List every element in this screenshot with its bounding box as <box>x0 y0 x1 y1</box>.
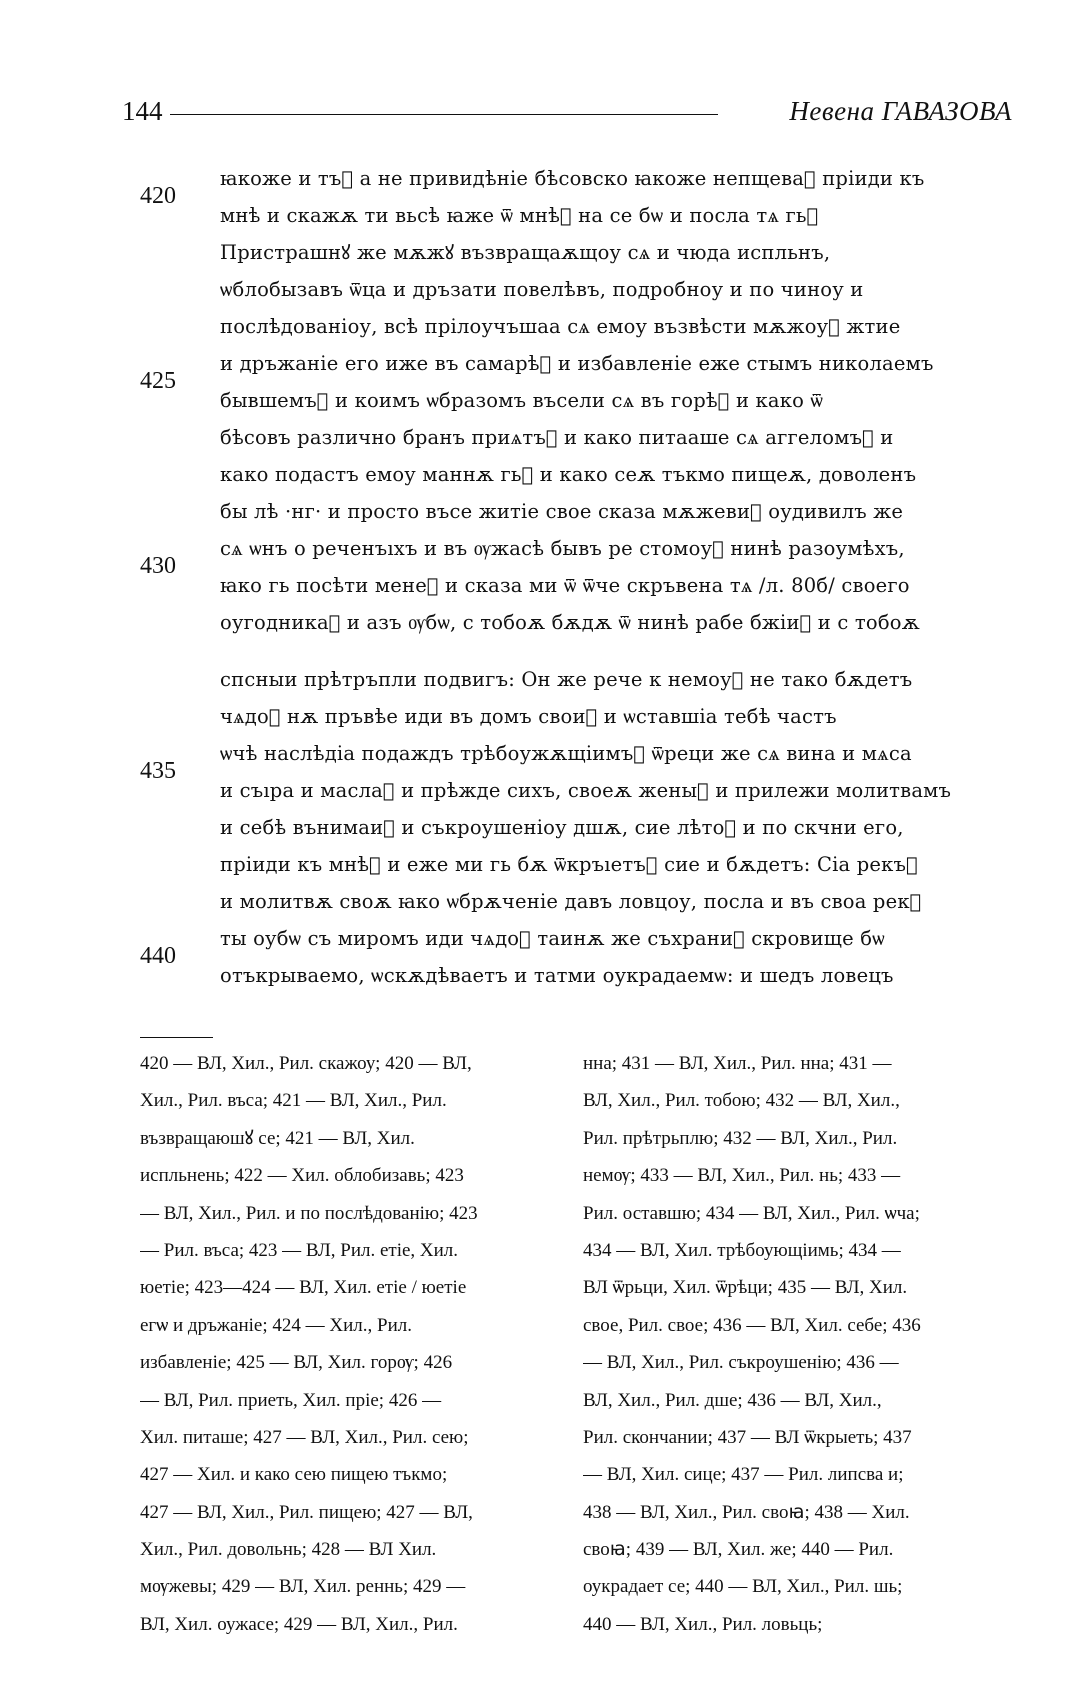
footnote-line: ВЛ, Хил. оужасе; 429 — ВЛ, Хил., Рил. <box>140 1613 458 1635</box>
footnote-line: 440 — ВЛ, Хил., Рил. ловьць; <box>583 1613 823 1635</box>
line-number: 440 <box>140 943 176 969</box>
running-title: Невена ГАВАЗОВА <box>789 96 1012 126</box>
footnote-line: 427 — ВЛ, Хил., Рил. пищею; 427 — ВЛ, <box>140 1501 473 1523</box>
footnote-line: 420 — ВЛ, Хил., Рил. скажоу; 420 — ВЛ, <box>140 1053 472 1074</box>
footnote-line: мѹжевы; 429 — ВЛ, Хил. реннь; 429 — <box>140 1576 466 1598</box>
text-line: мнѣ и скажѫ ти вьсѣ ꙗже ѿ мнѣ꙽ на се бѡ и посла тѧ гь꙽ <box>220 204 819 227</box>
text-line: ѡчѣ наслѣдіа подаждъ трѣбоужѫщіимъ꙽ ѿреци же сѧ вина и мѧса <box>220 742 912 765</box>
footnote-line: ВЛ, Хил., Рил. дше; 436 — ВЛ, Хил., <box>583 1389 882 1411</box>
text-line: Пристрашнꙋ же мѫжꙋ възвращаѫщоу сѧ и чюда испльнъ, <box>220 241 831 264</box>
text-line: и съıра и масла꙽ и прѣжде сихъ, своеѫ жены꙽ и прилежи молитвамъ <box>220 779 952 802</box>
text-line: послѣдованіоу, всѣ прілоучъшаа сѧ емоу възвѣсти мѫжоу꙽ жтие <box>220 315 901 338</box>
footnote-line: ВЛ, Хил., Рил. тобою; 432 — ВЛ, Хил., <box>583 1090 900 1112</box>
line-number: 435 <box>140 758 176 784</box>
footnote-line: 438 — ВЛ, Хил., Рил. своꙗ; 438 — Хил. <box>583 1501 910 1523</box>
footnote-line: — ВЛ, Хил., Рил. и по послѣдованію; 423 <box>140 1202 478 1224</box>
footnotes-left-column <box>140 1045 547 1643</box>
footnote-line: — ВЛ, Рил. приеть, Хил. пріе; 426 — <box>140 1389 442 1411</box>
footnote-line: немѹ; 433 — ВЛ, Хил., Рил. нь; 433 — <box>583 1165 901 1187</box>
footnotes-right-column <box>583 1045 990 1643</box>
text-line: пріиди къ мнѣ꙽ и еже ми гь бѫ ѿкръıетъ꙽ сие и бѫдетъ: Сіа рекъ꙽ <box>220 853 918 876</box>
footnote-line: — Рил. въса; 423 — ВЛ, Рил. етіе, Хил. <box>140 1239 459 1261</box>
text-line: ꙗко гь посѣти мене꙽ и сказа ми ѿ ѿче скръвена тѧ /л. 80б/ своего <box>220 574 910 597</box>
footnote-line: Хил., Рил. довольнь; 428 — ВЛ Хил. <box>140 1539 437 1561</box>
text-line: бѣсовъ различно бранъ приѧтъ꙽ и како питааше сѧ аггеломъ꙽ и <box>220 426 894 449</box>
line-number: 430 <box>140 553 176 579</box>
footnote-line: Хил., Рил. въса; 421 — ВЛ, Хил., Рил. <box>140 1090 447 1112</box>
text-line: бы лѣ ·нг· и просто въсе житіе свое сказа мѫжеви꙽ оудивилъ же <box>220 500 904 523</box>
text-line: и молитвѫ своѫ ꙗко ѡбрѫченіе давъ ловцоу, посла и въ своа рек꙽ <box>220 890 922 913</box>
text-line: ꙗкоже и тъ꙽ а не привидѣніе бѣсовско ꙗкоже непщева꙽ пріиди къ <box>220 167 925 190</box>
footnote-line: егѡ и дръжаніе; 424 — Хил., Рил. <box>140 1314 412 1336</box>
footnote-line: Рил. скончании; 437 — ВЛ ѿкрыеть; 437 <box>583 1426 912 1448</box>
text-line: и себѣ вънимаи꙽ и съкроушеніоу дшѫ, сие лѣто꙽ и по скчни его, <box>220 816 904 839</box>
text-line: отъкрываемо, ѡскѫдѣваетъ и татми оукрадаемѡ: и шедъ ловецъ <box>220 964 894 987</box>
text-line: чѧдо꙽ нѫ пръвѣе иди въ домъ свои꙽ и ѡставшіа тебѣ частъ <box>220 705 837 728</box>
text-line: оугодника꙽ и азъ ѹбѡ, с тобоѫ бѫдѫ ѿ нинѣ рабе бжіи꙽ и с тобоѫ <box>220 611 920 634</box>
text-line: спсныи прѣтръпли подвигъ: Он же рече к немоу꙽ не тако бѫдетъ <box>220 668 913 691</box>
footnote-line: 434 — ВЛ, Хил. трѣбоующіимь; 434 — <box>583 1239 901 1261</box>
page-number: 144 <box>122 96 163 126</box>
text-line: како подастъ емоу маннѫ гь꙽ и како сеѫ тъкмо пищеѫ, доволенъ <box>220 463 917 486</box>
footnote-line: юетіе; 423—424 — ВЛ, Хил. етіе / юетіе <box>140 1277 467 1299</box>
footnote-line: испльнень; 422 — Хил. облобизавь; 423 <box>140 1165 464 1187</box>
text-line: бывшемъ꙽ и коимъ ѡбразомъ въсели сѧ въ горѣ꙽ и како ѿ <box>220 389 824 412</box>
footnote-line: Рил. прѣтрьплю; 432 — ВЛ, Хил., Рил. <box>583 1127 898 1149</box>
footnote-rule <box>140 1037 213 1038</box>
text-line: сѧ ѡнъ о реченъıхъ и въ ѹжасѣ бывъ ре стомоу꙽ нинѣ разоумѣхъ, <box>220 537 905 560</box>
main-text <box>220 160 1015 994</box>
text-line: ѡблобызавъ ѿца и дръзати повелѣвъ, подробноу и по чиноу и <box>220 278 864 301</box>
footnote-line: оукрадает се; 440 — ВЛ, Хил., Рил. шь; <box>583 1576 903 1598</box>
footnote-line: — ВЛ, Хил. сице; 437 — Рил. липсва и; <box>583 1464 904 1486</box>
footnote-line: 427 — Хил. и како сею пищею тъкмо; <box>140 1464 448 1486</box>
footnote-line: Хил. питаше; 427 — ВЛ, Хил., Рил. сею; <box>140 1426 469 1448</box>
page-header <box>122 96 1012 136</box>
footnote-line: нна; 431 — ВЛ, Хил., Рил. нна; 431 — <box>583 1053 892 1074</box>
footnote-line: свое, Рил. свое; 436 — ВЛ, Хил. себе; 436 <box>583 1314 921 1336</box>
footnote-line: своꙗ; 439 — ВЛ, Хил. же; 440 — Рил. <box>583 1539 894 1561</box>
line-number: 420 <box>140 183 176 209</box>
header-rule <box>170 114 718 115</box>
footnote-line: ВЛ ѿрьци, Хил. ѿрѣци; 435 — ВЛ, Хил. <box>583 1277 908 1299</box>
footnote-line: възвращаюшꙋ се; 421 — ВЛ, Хил. <box>140 1127 415 1149</box>
footnote-line: Рил. оставшю; 434 — ВЛ, Хил., Рил. ѡча; <box>583 1202 920 1224</box>
footnote-line: — ВЛ, Хил., Рил. съкроушенію; 436 — <box>583 1352 899 1374</box>
line-number: 425 <box>140 368 176 394</box>
text-line: и дръжаніе его иже въ самарѣ꙽ и избавленіе еже стымъ николаемъ <box>220 352 934 375</box>
footnote-line: избавленіе; 425 — ВЛ, Хил. горѹ; 426 <box>140 1352 453 1374</box>
text-line: ты оубѡ съ миромъ иди чѧдо꙽ таинѫ же съхрани꙽ скровище бѡ <box>220 927 885 950</box>
